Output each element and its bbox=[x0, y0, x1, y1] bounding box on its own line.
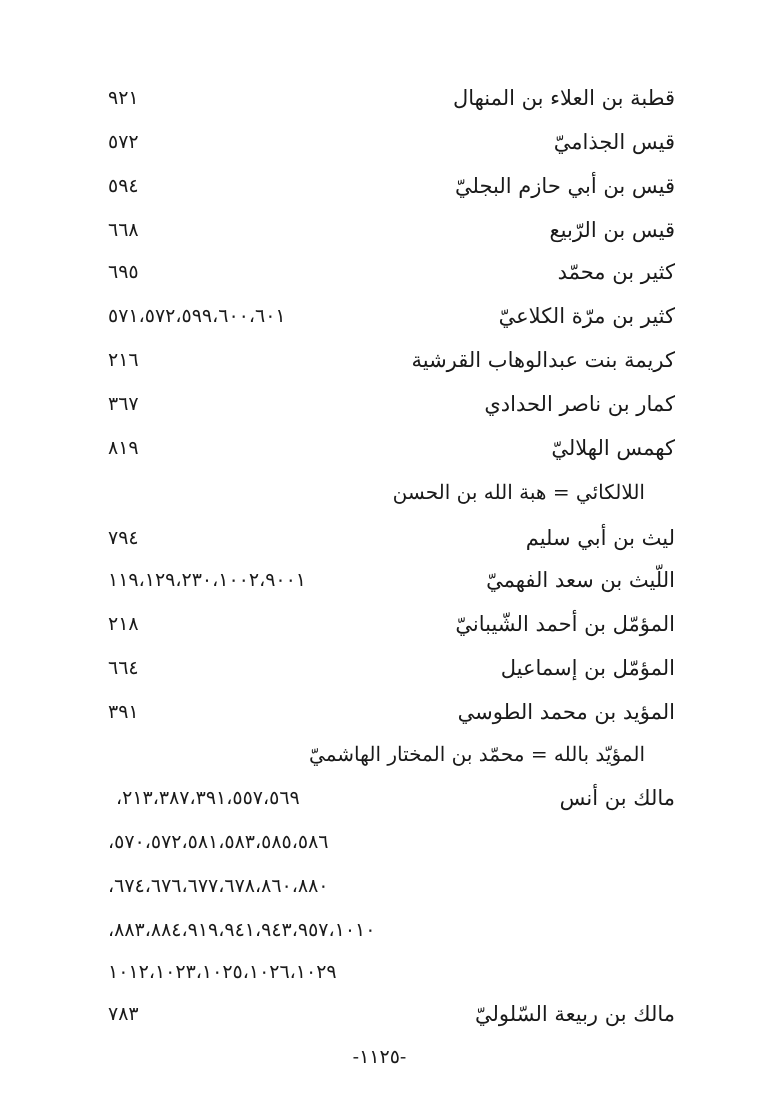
entry-pages: ١١٩،١٢٩،٢٣٠،١٠٠٢،٩٠٠١ bbox=[108, 569, 307, 591]
index-entry bbox=[100, 384, 675, 424]
entry-pages: ٩٢١ bbox=[108, 87, 139, 109]
index-entry bbox=[100, 604, 675, 644]
index-entry bbox=[100, 692, 675, 732]
index-entry bbox=[100, 648, 675, 688]
entry-name: مالك بن أنس bbox=[559, 786, 675, 810]
index-entry bbox=[100, 78, 675, 118]
index-entry bbox=[100, 296, 675, 336]
entry-name: مالك بن ربيعة السّلوليّ bbox=[475, 1002, 675, 1026]
entry-name: كهمس الهلاليّ bbox=[551, 436, 675, 460]
entry-pages: ٨١٩ bbox=[108, 437, 139, 459]
index-entry bbox=[100, 166, 675, 206]
index-entry bbox=[100, 210, 675, 250]
entry-name: قيس بن الرّبيع bbox=[549, 218, 675, 242]
entry-pages-continuation: ٥٧٠،٥٧٢،٥٨١،٥٨٣،٥٨٥،٥٨٦، bbox=[108, 831, 329, 853]
entry-pages: ٢١٦ bbox=[108, 349, 139, 371]
entry-pages: ٥٩٤ bbox=[108, 175, 139, 197]
entry-pages-continuation: ٦٧٤،٦٧٦،٦٧٧،٦٧٨،٨٦٠،٨٨٠، bbox=[108, 875, 329, 897]
index-entry bbox=[100, 994, 675, 1034]
index-entry bbox=[100, 252, 675, 292]
entry-pages: ٦٦٤ bbox=[108, 657, 139, 679]
entry-pages: ٢١٨ bbox=[108, 613, 139, 635]
page-number: -١١٢٥- bbox=[352, 1046, 407, 1068]
entry-name: المؤمّل بن إسماعيل bbox=[500, 656, 675, 680]
index-entry bbox=[100, 428, 675, 468]
entry-pages: ٧٩٤ bbox=[108, 527, 139, 549]
index-entry bbox=[100, 518, 675, 558]
index-entry bbox=[100, 340, 675, 380]
index-cross-reference bbox=[100, 734, 675, 774]
entry-name: كثير بن محمّد bbox=[557, 260, 675, 284]
entry-name: كمار بن ناصر الحدادي bbox=[484, 392, 675, 416]
entry-name: المؤمّل بن أحمد الشّيبانيّ bbox=[455, 612, 675, 636]
entry-pages: ٢١٣،٣٨٧،٣٩١،٥٥٧،٥٦٩، bbox=[116, 787, 300, 809]
cross-reference-text: اللالكائي = هبة الله بن الحسن bbox=[392, 480, 645, 504]
cross-reference-text: المؤيّد بالله = محمّد بن المختار الهاشميّ bbox=[309, 742, 645, 766]
entry-name: قيس بن أبي حازم البجليّ bbox=[455, 174, 675, 198]
entry-pages: ٣٦٧ bbox=[108, 393, 139, 415]
entry-name: قطبة بن العلاء بن المنهال bbox=[452, 86, 675, 110]
entry-pages-continuation: ١٠١٢،١٠٢٣،١٠٢٥،١٠٢٦،١٠٢٩ bbox=[108, 961, 337, 983]
entry-pages-continuation: ٨٨٣،٨٨٤،٩١٩،٩٤١،٩٤٣،٩٥٧،١٠١٠، bbox=[108, 919, 376, 941]
entry-pages: ٦٩٥ bbox=[108, 261, 139, 283]
entry-pages: ٥٧٢ bbox=[108, 131, 139, 153]
entry-name: المؤيد بن محمد الطوسي bbox=[457, 700, 675, 724]
entry-name: ليث بن أبي سليم bbox=[525, 526, 675, 550]
entry-name: قيس الجذاميّ bbox=[553, 130, 675, 154]
entry-name: كريمة بنت عبدالوهاب القرشية bbox=[411, 348, 675, 372]
entry-name: اللّيث بن سعد الفهميّ bbox=[486, 568, 675, 592]
index-cross-reference bbox=[100, 472, 675, 512]
index-entry bbox=[100, 560, 675, 600]
entry-pages: ٥٧١،٥٧٢،٥٩٩،٦٠٠،٦٠١ bbox=[108, 305, 286, 327]
index-entry bbox=[100, 778, 675, 818]
entry-name: كثير بن مرّة الكلاعيّ bbox=[498, 304, 675, 328]
index-entry bbox=[100, 122, 675, 162]
entry-pages: ٧٨٣ bbox=[108, 1003, 139, 1025]
entry-pages: ٦٦٨ bbox=[108, 219, 139, 241]
entry-pages: ٣٩١ bbox=[108, 701, 139, 723]
